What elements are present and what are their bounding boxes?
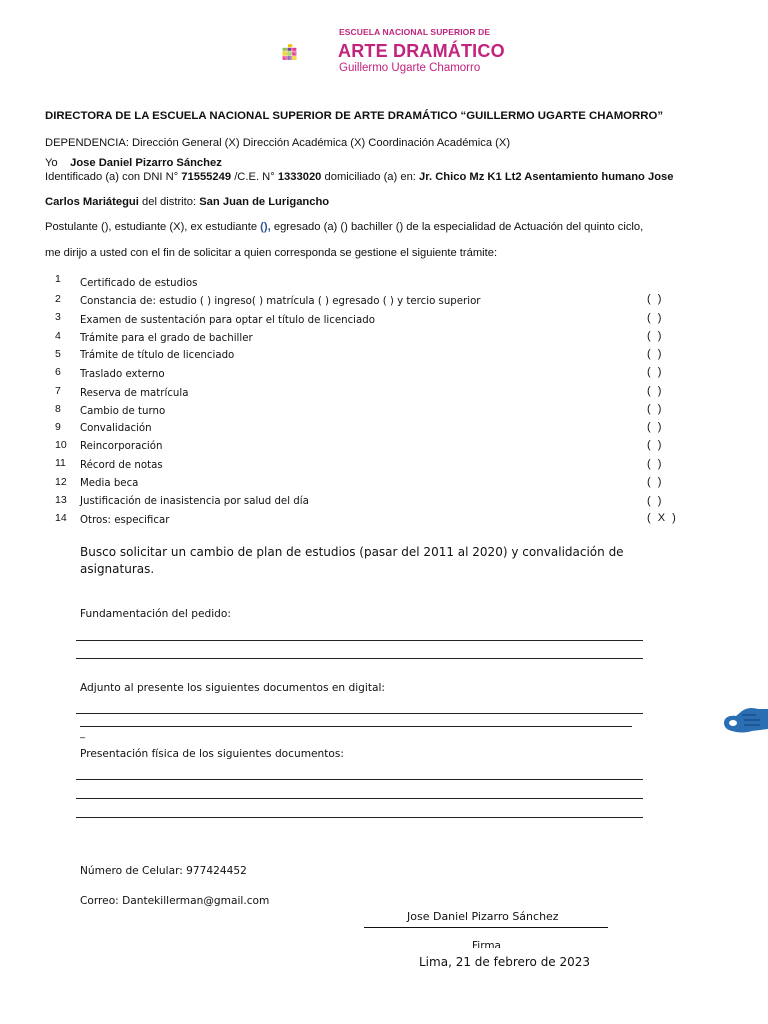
item-checkbox[interactable]: ( ) [647, 495, 664, 507]
item-checkbox[interactable]: ( ) [647, 403, 664, 415]
date-line: Lima, 21 de febrero de 2023 [419, 955, 591, 969]
district-value: San Juan de Lurigancho [199, 196, 330, 208]
status-before: Postulante (), estudiante (X), ex estudiante [45, 221, 258, 233]
item-number: 8 [55, 403, 61, 415]
yo-line [45, 157, 222, 169]
request-text-line-1: Busco solicitar un cambio de plan de estudios (pasar del 2011 al 2020) y convalidación de [80, 545, 624, 559]
item-label: Cambio de turno [80, 406, 166, 417]
item-label: Constancia de: estudio ( ) ingreso( ) matrícula ( ) egresado ( ) y tercio superior [80, 296, 481, 307]
fundamentacion-label: Fundamentación del pedido: [80, 608, 231, 620]
ce-value: 1333020 [277, 171, 322, 183]
yo-prefix: Yo [45, 157, 58, 169]
blue-hand-icon[interactable] [722, 703, 768, 737]
item-checkbox[interactable]: ( X ) [647, 512, 678, 524]
address-line-2: Carlos Mariátegui [45, 196, 139, 208]
applicant-name: Jose Daniel Pizarro Sánchez [70, 157, 222, 169]
status-line [45, 221, 643, 233]
intro-line: me dirijo a usted con el fin de solicitar a quien corresponda se gestione el siguiente trámite: [45, 247, 498, 259]
item-checkbox[interactable]: ( ) [647, 366, 664, 378]
item-label: Reincorporación [80, 441, 163, 452]
presentacion-line-1 [76, 779, 643, 780]
item-checkbox[interactable]: ( ) [647, 330, 664, 342]
item-number: 14 [55, 512, 67, 524]
presentacion-line-2 [76, 798, 643, 799]
dni-label: Identificado (a) con DNI N° [45, 171, 179, 183]
item-number: 11 [55, 457, 66, 469]
item-number: 4 [55, 330, 61, 342]
item-checkbox[interactable]: ( ) [647, 312, 664, 324]
item-number: 5 [55, 348, 61, 360]
item-label: Reserva de matrícula [80, 388, 189, 399]
item-label: Examen de sustentación para optar el título de licenciado [80, 315, 375, 326]
address-line-1: Jr. Chico Mz K1 Lt2 Asentamiento humano Jose [419, 171, 674, 183]
address-continuation [45, 196, 329, 208]
item-number: 2 [55, 293, 61, 305]
addressee-heading: DIRECTORA DE LA ESCUELA NACIONAL SUPERIOR DE ARTE DRAMÁTICO “GUILLERMO UGARTE CHAMORRO” [45, 110, 664, 122]
item-label: Justificación de inasistencia por salud del día [80, 496, 309, 507]
item-checkbox[interactable]: ( ) [647, 293, 664, 305]
signature-line [364, 927, 608, 928]
item-number: 12 [55, 476, 67, 488]
item-label: Certificado de estudios [80, 278, 198, 289]
item-number: 10 [55, 439, 67, 451]
item-label: Récord de notas [80, 460, 163, 471]
email-line: Correo: Dantekillerman@gmail.com [80, 895, 270, 907]
item-checkbox[interactable]: ( ) [647, 476, 664, 488]
ce-label: /C.E. N° [234, 171, 275, 183]
logo-school-line: ESCUELA NACIONAL SUPERIOR DE [339, 27, 491, 37]
item-checkbox[interactable]: ( ) [647, 458, 664, 470]
signature-name: Jose Daniel Pizarro Sánchez [407, 910, 559, 923]
item-number: 7 [55, 385, 61, 397]
item-number: 3 [55, 311, 61, 323]
item-number: 9 [55, 421, 61, 433]
item-checkbox[interactable]: ( ) [647, 421, 664, 433]
phone-line: Número de Celular: 977424452 [80, 865, 247, 877]
item-label: Otros: especificar [80, 515, 170, 526]
item-label: Trámite para el grado de bachiller [80, 333, 253, 344]
item-checkbox[interactable]: ( ) [647, 348, 664, 360]
firma-label: Firma [472, 940, 501, 948]
item-label: Convalidación [80, 423, 152, 434]
dni-value: 71555249 [181, 171, 232, 183]
item-number: 6 [55, 366, 61, 378]
status-after: egresado (a) () bachiller () de la especialidad de Actuación del quinto ciclo, [273, 221, 644, 233]
item-number: 1 [55, 273, 61, 285]
domicile-label: domiciliado (a) en: [324, 171, 416, 183]
presentacion-label: Presentación física de los siguientes documentos: [80, 748, 344, 760]
identification-line [45, 171, 674, 183]
adjunto-line-2 [80, 726, 632, 727]
item-checkbox[interactable]: ( ) [647, 439, 664, 451]
logo-subtitle: Guillermo Ugarte Chamorro [339, 62, 481, 74]
status-accent: (), [260, 221, 271, 233]
item-label: Traslado externo [80, 369, 165, 380]
school-logo [282, 24, 342, 80]
fundamentacion-line-2 [76, 658, 643, 659]
item-label: Media beca [80, 478, 139, 489]
item-checkbox[interactable]: ( ) [647, 385, 664, 397]
adjunto-line-1 [76, 713, 643, 714]
adjunto-dash: _ [80, 728, 85, 739]
request-text-line-2: asignaturas. [80, 562, 155, 576]
dependencia-line: DEPENDENCIA: Dirección General (X) Dirección Académica (X) Coordinación Académica (X) [45, 137, 511, 149]
item-number: 13 [55, 494, 67, 506]
district-label: del distrito: [142, 196, 197, 208]
logo-title: ARTE DRAMÁTICO [338, 41, 505, 61]
adjunto-label: Adjunto al presente los siguientes documentos en digital: [80, 682, 385, 694]
item-label: Trámite de título de licenciado [80, 350, 235, 361]
fundamentacion-line-1 [76, 640, 643, 641]
presentacion-line-3 [76, 817, 643, 818]
